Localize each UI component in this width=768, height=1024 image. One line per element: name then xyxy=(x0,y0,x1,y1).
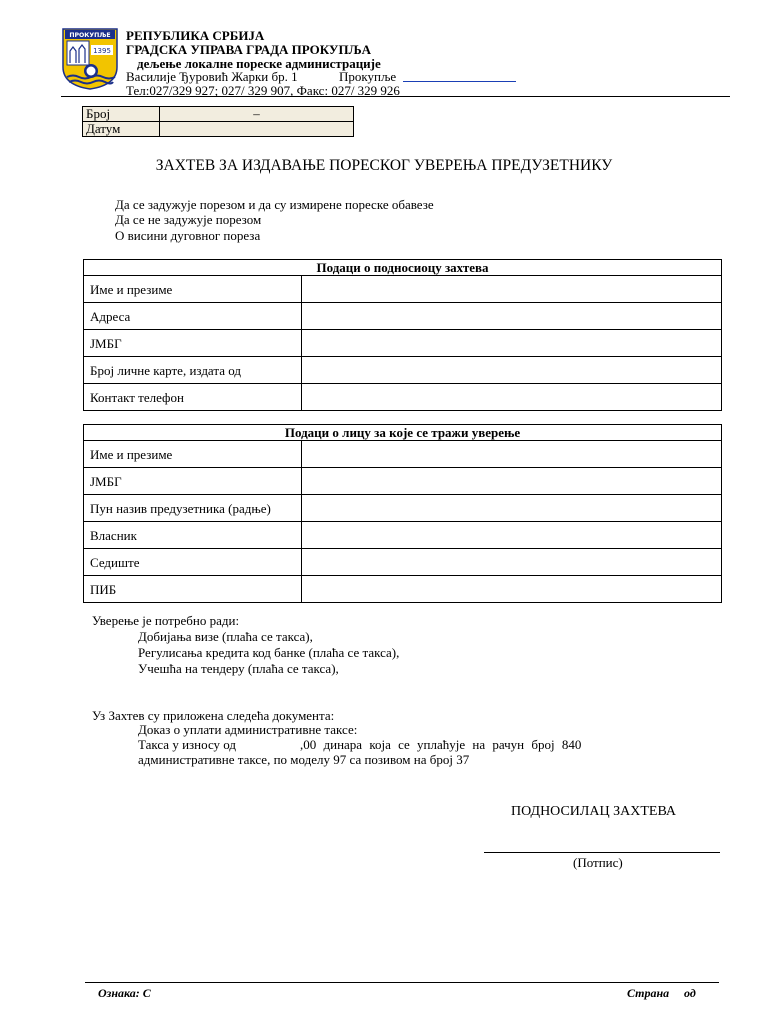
fee-model-text: административне таксе, по моделу 97 са позивом на број 37 xyxy=(138,752,470,767)
applicant-id-card-label: Број личне карте, издата од xyxy=(84,357,302,384)
subject-pib-field[interactable] xyxy=(302,576,722,603)
reason-credit[interactable]: Регулисања кредита код банке (плаћа се такса), xyxy=(138,645,400,660)
subject-business-name-field[interactable] xyxy=(302,495,722,522)
header-rule xyxy=(61,96,730,97)
svg-text:1395: 1395 xyxy=(93,47,111,55)
applicant-table xyxy=(83,259,722,411)
purpose-option-not-taxed[interactable]: Да се не задужује порезом xyxy=(115,212,262,227)
subject-name-field[interactable] xyxy=(302,441,722,468)
subject-business-name-label: Пун назив предузетника (радње) xyxy=(84,495,302,522)
subject-seat-field[interactable] xyxy=(302,549,722,576)
footer-of-label: од xyxy=(684,986,696,1000)
applicant-jmbg-label: ЈМБГ xyxy=(84,330,302,357)
fee-account-text: ,00 динара која се уплаћује на рачун број 840 xyxy=(300,737,582,752)
svg-text:ПРОКУПЉЕ: ПРОКУПЉЕ xyxy=(69,32,111,39)
subject-owner-label: Власник xyxy=(84,522,302,549)
subject-name-label: Име и презиме xyxy=(84,441,302,468)
applicant-table-header: Подаци о подносиоцу захтева xyxy=(84,260,722,276)
date-field[interactable] xyxy=(160,122,354,137)
footer-rule xyxy=(85,982,719,983)
subject-table xyxy=(83,424,722,603)
letterhead-address: Василије Ђуровић Жарки бр. 1 xyxy=(126,69,298,84)
attachments-intro: Уз Захтев су приложена следећа документа: xyxy=(92,708,335,723)
applicant-jmbg-field[interactable] xyxy=(302,330,722,357)
reason-tender[interactable]: Учешћа на тендеру (плаћа се такса), xyxy=(138,661,339,676)
fee-amount-text: Такса у износу од xyxy=(138,737,237,752)
reason-visa[interactable]: Добијања визе (плаћа се такса), xyxy=(138,629,313,644)
applicant-phone-field[interactable] xyxy=(302,384,722,411)
signature-caption: (Потпис) xyxy=(573,855,623,870)
subject-pib-label: ПИБ xyxy=(84,576,302,603)
attachment-fee-proof: Доказ о уплати административне таксе: xyxy=(138,722,358,737)
number-label: Број xyxy=(83,107,160,122)
number-field[interactable]: – xyxy=(160,107,354,122)
city-crest-logo xyxy=(61,27,119,91)
applicant-address-label: Адреса xyxy=(84,303,302,330)
reason-intro: Уверење је потребно ради: xyxy=(92,613,240,628)
city-underline xyxy=(403,81,516,82)
subject-seat-label: Седиште xyxy=(84,549,302,576)
subject-jmbg-field[interactable] xyxy=(302,468,722,495)
document-title: ЗАХТЕВ ЗА ИЗДАВАЊЕ ПОРЕСКОГ УВЕРЕЊА ПРЕДУЗЕТНИКУ xyxy=(155,157,613,174)
letterhead-republic: РЕПУБЛИКА СРБИЈА xyxy=(126,28,265,43)
footer-page-label: Страна xyxy=(627,986,670,1000)
footer-mark: Ознака: С xyxy=(98,986,151,1000)
signature-line[interactable] xyxy=(484,852,720,853)
letterhead-contact: Тел:027/329 927; 027/ 329 907, Факс: 027/ 329 926 xyxy=(126,83,400,98)
applicant-address-field[interactable] xyxy=(302,303,722,330)
applicant-id-card-field[interactable] xyxy=(302,357,722,384)
subject-jmbg-label: ЈМБГ xyxy=(84,468,302,495)
subject-owner-field[interactable] xyxy=(302,522,722,549)
purpose-option-paid[interactable]: Да се задужује порезом и да су измирене пореске обавезе xyxy=(115,197,434,212)
letterhead-authority: ГРАДСКА УПРАВА ГРАДА ПРОКУПЉА xyxy=(126,42,371,57)
signature-title: ПОДНОСИЛАЦ ЗАХТЕВА xyxy=(511,804,677,819)
applicant-name-label: Име и презиме xyxy=(84,276,302,303)
applicant-phone-label: Контакт телефон xyxy=(84,384,302,411)
purpose-option-debt[interactable]: О висини дуговног пореза xyxy=(115,228,261,243)
date-label: Датум xyxy=(83,122,160,137)
letterhead-city: Прокупље xyxy=(339,69,397,84)
letterhead-department: дељење локалне пореске администрације xyxy=(137,56,381,71)
applicant-name-field[interactable] xyxy=(302,276,722,303)
subject-table-header: Подаци о лицу за које се тражи уверење xyxy=(84,425,722,441)
reference-box xyxy=(82,106,354,137)
